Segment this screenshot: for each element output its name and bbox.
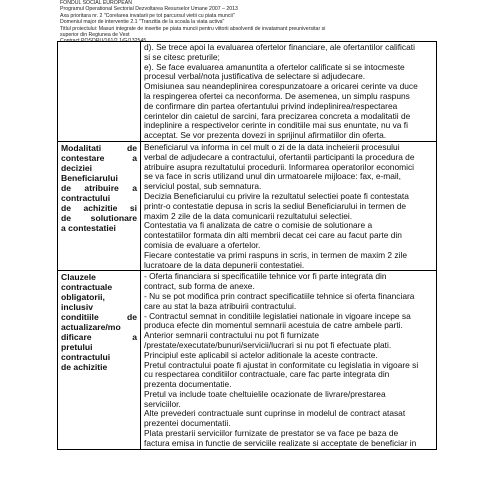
row-text-cell (141, 271, 437, 449)
text-line: - Oferta financiara si specificatiile tehnice vor fi parte integrata din (144, 271, 387, 282)
label-line: obligatorii, (61, 292, 105, 303)
row-label-cell (58, 141, 141, 270)
text-line: Pretul contractului poate fi ajustat in conformitate cu legislatia in vigoare si (144, 359, 419, 370)
text-line: Alte prevederi contractuale sunt cuprinse in modelul de contract atasat (144, 408, 406, 419)
table-row (58, 141, 437, 270)
text-line: Principiul este aplicabil si actelor aditionale la aceste contracte. (144, 349, 378, 360)
text-line: contract, sub forma de anexe. (144, 281, 255, 292)
text-line: d). Se trece apoi la evaluarea ofertelor financiare, ale ofertantilor calificati (144, 42, 415, 52)
text-line: Contestatia va fi analizata de catre o comisie de solutionare a (144, 220, 373, 231)
header-line: Programul Operational Sectorial Dezvoltarea Resurselor Umane 2007 – 2013 (60, 6, 238, 13)
label-line: dificare a (61, 332, 137, 343)
text-line: contestatiilor formata din alti membrii decat cei care au facut parte din (144, 230, 402, 241)
text-line: indeplinire a respectivelor cerinte in conditiile mai sus enuntate, nu va fi (144, 120, 408, 131)
text-line: Plata prestarii serviciilor furnizate de prestator se va face pe baza de (144, 428, 399, 439)
header-line: FONDUL SOCIAL EUROPEAN (60, 0, 132, 6)
label-line: de achizitie si (61, 202, 137, 213)
text-line: Beneficiarul va informa in cel mult o zi de la data incheierii procesului (144, 141, 400, 152)
table-row (58, 42, 437, 142)
header-line: Axa prioritara nr. 2 "Corelarea invatarii pe tot parcursul vietii cu piata muncii" (60, 12, 235, 19)
text-line: atribuire asupra rezultatului procedurii. Informarea operatorilor economici (144, 161, 414, 172)
document-header (60, 0, 440, 45)
text-line: Decizia Beneficiarului cu privire la rezultatul selectiei poate fi contestata (144, 190, 409, 201)
label-line: de atribuire a (61, 182, 137, 193)
text-line: factura emisa in functie de serviciile realizate si acceptate de beneficiar in (144, 437, 417, 448)
text-line: /prestate/executate/bunuri/servicii/lucrari si nu pot fi efectuate plati. (144, 339, 392, 350)
text-line: procesul verbal/nota justificativa de selectare si adjudecare. (144, 71, 366, 82)
text-line: serviciilor. (144, 398, 181, 409)
label-line: contractuale (61, 282, 113, 293)
table-row (58, 271, 437, 449)
header-line: Domeniul major de interventie 2.1 "Tranzitia de la scoala la viata activa" (60, 19, 225, 26)
text-line: lucratoare de la data depunerii contestatiei. (144, 259, 305, 270)
text-line: prezenta documentatie. (144, 379, 232, 390)
procurement-table (57, 41, 437, 450)
label-line: deciziei (61, 162, 93, 173)
label-line: contestare a (61, 152, 137, 163)
text-line: Pretul va include toate cheltuielile ocazionate de livrare/prestarea (144, 388, 386, 399)
label-line: Modalitati de (61, 142, 137, 153)
text-line: prezentei documentatii. (144, 418, 231, 429)
text-line: la respingerea ofertei ca neconforma. De asemenea, un simplu raspuns (144, 90, 410, 101)
label-line: inclusiv (61, 302, 93, 313)
label-line: pretului (61, 342, 93, 353)
text-line: - Nu se pot modifica prin contract specificatiile tehnice si oferta financiara (144, 290, 415, 301)
row-text-cell (141, 42, 437, 142)
text-line: maxim 2 zile de la data comunicarii rezultatului selectiei. (144, 210, 353, 221)
header-line: Titlul proiectului: Masuri integrate de insertie pe piata muncii pentru viitorii absolventi de invatamant preuniversitar si (60, 25, 326, 32)
label-line: de solutionare (61, 212, 137, 223)
text-line: se va face in scris utilizand unul din urmatoarele mijloace: fax, e-mail, (144, 171, 401, 182)
label-line: contractului (61, 192, 111, 203)
label-line: de achizitie (61, 362, 108, 373)
text-line: acceptat. Se vor prezenta dovezi in sprijinul afirmatiilor din oferta. (144, 130, 387, 141)
row-text-cell (141, 141, 437, 270)
text-line: Anterior semnarii contractului nu pot fi furnizate (144, 330, 320, 341)
text-line: printr-o contestatie depusa in scris la sediul Beneficiarului in termen de (144, 200, 407, 211)
row-label-cell (58, 271, 141, 449)
row-label-cell (58, 42, 141, 142)
text-line: de confirmare din partea ofertantului privind indeplinirea/respectarea (144, 100, 398, 111)
header-line: superior din Regiunea de Vest (60, 32, 130, 39)
text-line: comisia de evaluare a ofertelor. (144, 239, 261, 250)
label-line: actualizare/mo (61, 322, 121, 333)
label-line: Beneficiarului (61, 172, 118, 183)
text-line: Omisiunea sau neandeplinirea corespunzatoare a oricarei cerinte va duce (144, 81, 418, 92)
text-line: - Contractul semnat in conditiile legislatiei nationale in vigoare incepe sa (144, 310, 411, 321)
text-line: e). Se face evaluarea amanuntita a ofertelor calificate si se intocmeste (144, 61, 405, 72)
label-line: contractului (61, 352, 111, 363)
text-line: cu respectarea conditiilor contractuale, care fac parte integrata din (144, 369, 390, 380)
label-line: conditiile de (61, 312, 137, 323)
text-line: Fiecare contestatie va primi raspuns in scris, in termen de maxim 2 zile (144, 249, 407, 260)
text-line: produca efecte din momentul semnarii acestuia de catre ambele parti. (144, 320, 403, 331)
text-line: si se citesc preturile; (144, 51, 220, 62)
text-line: care au stat la baza atribuirii contractului. (144, 300, 297, 311)
label-line: a contestatiei (61, 222, 116, 233)
header-line: Contract POSDRU/161/2.1/G/132545 (60, 38, 147, 45)
text-line: verbal de adjudecare a contractului, ofertantii participanti la procedura de (144, 151, 415, 162)
text-line: cerintelor din caietul de sarcini, fara precizarea concreta a modalitatii de (144, 110, 411, 121)
label-line: Clauzele (61, 272, 96, 283)
text-line: serviciul postal, sub semnatura. (144, 181, 262, 192)
